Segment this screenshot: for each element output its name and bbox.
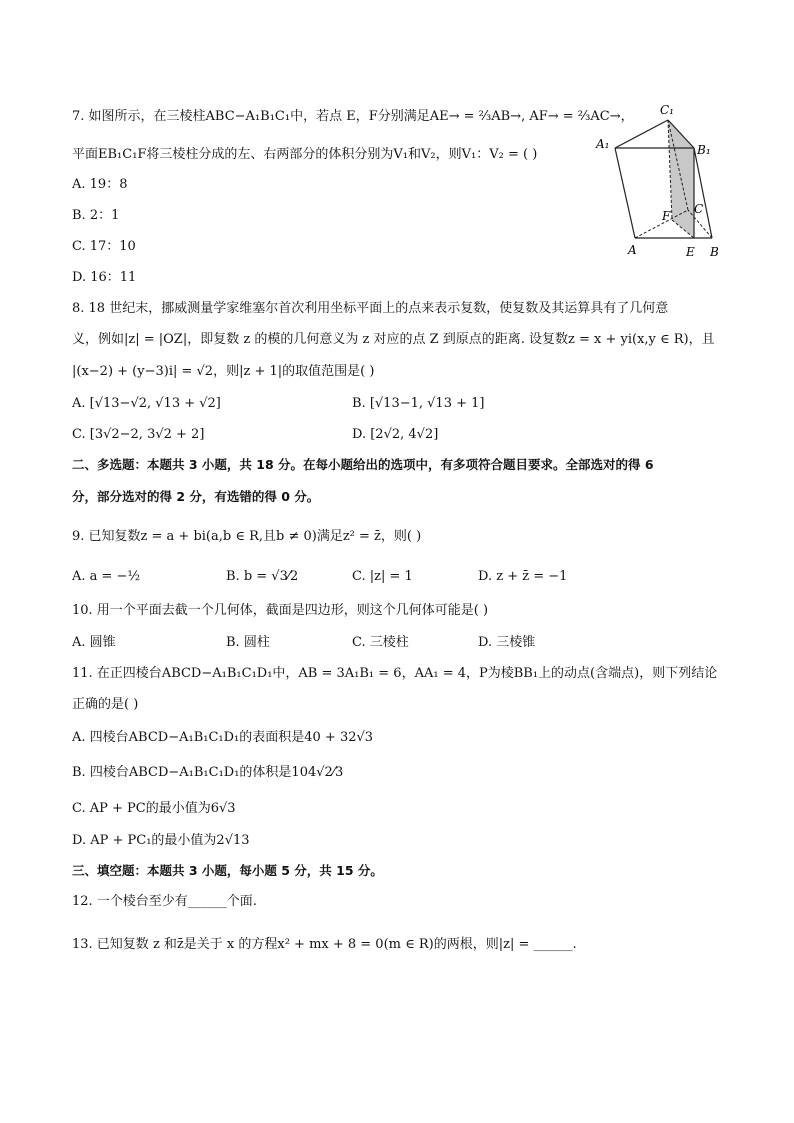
q7-option-d: D. 16：11 — [72, 270, 137, 285]
q11-stem-line1: 11. 在正四棱台ABCD−A₁B₁C₁D₁中，AB = 3A₁B₁ = 6，AA₁ = 4，P为棱BB₁上的动点(含端点)，则下列结论 — [72, 666, 718, 681]
q13-stem: 13. 已知复数 z 和z̄是关于 x 的方程x² + mx + 8 = 0(m ∈ R)的两根，则|z| = ______. — [72, 937, 577, 952]
q7-option-c: C. 17：10 — [72, 239, 136, 254]
label-a1: A₁ — [596, 137, 610, 151]
q7-option-b: B. 2：1 — [72, 208, 120, 223]
q7-stem-line1: 7. 如图所示，在三棱柱ABC−A₁B₁C₁中，若点 E，F分别满足AE→ = ²⁄₃AB→, AF→ = ²⁄₃AC→， — [72, 109, 634, 124]
q7-option-a: A. 19：8 — [72, 177, 128, 192]
q11-option-a: A. 四棱台ABCD−A₁B₁C₁D₁的表面积是40 + 32√3 — [72, 730, 374, 745]
label-a: A — [628, 243, 637, 257]
q11-option-c: C. AP + PC的最小值为6√3 — [72, 801, 236, 816]
label-e: E — [686, 245, 695, 259]
q8-option-d: D. [2√2, 4√2] — [352, 427, 439, 442]
q12-stem: 12. 一个棱台至少有______个面. — [72, 894, 257, 909]
prism-figure — [590, 98, 740, 263]
q10-option-d: D. 三棱锥 — [478, 635, 536, 650]
q9-option-a: A. a = −½ — [72, 569, 141, 584]
label-b1: B₁ — [697, 143, 711, 157]
label-f: F — [662, 209, 671, 223]
q11-option-b: B. 四棱台ABCD−A₁B₁C₁D₁的体积是104√2⁄3 — [72, 765, 344, 780]
label-c1: C₁ — [660, 103, 674, 117]
q9-option-c: C. |z| = 1 — [352, 569, 413, 584]
q8-stem-line2: 义，例如|z| = |OZ|，即复数 z 的模的几何意义为 z 对应的点 Z 到原点的距离. 设复数z = x + yi(x,y ∈ R)，且 — [72, 332, 715, 347]
edge-bb1 — [694, 148, 712, 238]
q9-option-b: B. b = √3⁄2 — [226, 569, 299, 584]
q9-stem: 9. 已知复数z = a + bi(a,b ∈ R,且b ≠ 0)满足z² = z̄，则( ) — [72, 529, 422, 544]
q8-stem-line1: 8. 18 世纪末，挪威测量学家维塞尔首次利用坐标平面上的点来表示复数，使复数及其运算具有了几何意 — [72, 301, 669, 316]
q11-option-d: D. AP + PC₁的最小值为2√13 — [72, 833, 250, 848]
q10-option-b: B. 圆柱 — [226, 635, 270, 650]
q10-option-a: A. 圆锥 — [72, 635, 116, 650]
q8-option-a: A. [√13−√2, √13 + √2] — [72, 396, 221, 411]
q8-option-b: B. [√13−1, √13 + 1] — [352, 396, 485, 411]
q10-stem: 10. 用一个平面去截一个几何体，截面是四边形，则这个几何体可能是( ) — [72, 603, 489, 618]
q10-option-c: C. 三棱柱 — [352, 635, 409, 650]
q9-option-d: D. z + z̄ = −1 — [478, 569, 568, 584]
q11-stem-line2: 正确的是( ) — [72, 697, 139, 712]
section2-heading-line1: 二、多选题：本题共 3 小题，共 18 分。在每小题给出的选项中，有多项符合题目要求。全部选对的得 6 — [72, 457, 654, 472]
section3-heading: 三、填空题：本题共 3 小题，每小题 5 分，共 15 分。 — [72, 863, 383, 878]
q8-option-c: C. [3√2−2, 3√2 + 2] — [72, 427, 205, 442]
section2-heading-line2: 分，部分选对的得 2 分，有选错的得 0 分。 — [72, 489, 320, 504]
label-b: B — [710, 245, 719, 259]
q7-stem-line2: 平面EB₁C₁F将三棱柱分成的左、右两部分的体积分别为V₁和V₂，则V₁：V₂ = ( ) — [72, 147, 538, 162]
label-c: C — [694, 202, 704, 216]
q8-stem-line3: |(x−2) + (y−3)i| = √2，则|z + 1|的取值范围是( ) — [72, 364, 375, 379]
edge-aa1 — [615, 148, 635, 238]
edge-a1c1 — [615, 120, 668, 148]
